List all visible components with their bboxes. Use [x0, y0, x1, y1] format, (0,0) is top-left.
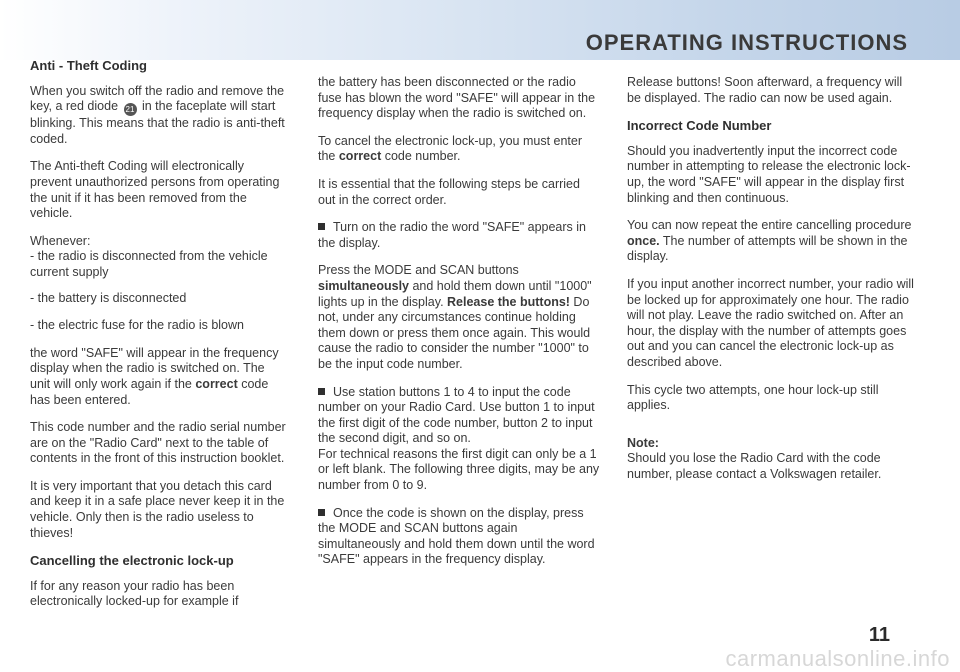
paragraph: If you input another incorrect number, your radio will be locked up for approximately one hour. The radio will not play. Leave the radio switched on. After an hour, the display with the number of attempts goes out and you can cancel the electronic lock-up as described above.	[627, 276, 914, 369]
paragraph: - the electric fuse for the radio is blown	[30, 318, 244, 333]
text: You can now repeat the entire cancelling procedure	[627, 218, 912, 233]
paragraph: It is very important that you detach this card and keep it in a safe place never keep it in the vehicle. Only then is the radio useless to thieves!	[30, 478, 285, 540]
page-number: 11	[868, 624, 890, 646]
emphasis: correct	[195, 376, 238, 391]
emphasis: simultaneously	[318, 278, 409, 293]
paragraph	[318, 134, 600, 165]
paragraph: The Anti-theft Coding will electronically prevent unauthorized persons from operating the unit if it has been removed from the vehicle.	[30, 159, 280, 221]
column-right	[627, 75, 919, 494]
text: Do not, under any circumstances continue holding them down or press them once again. This would cause the radio to consider the number "1000" to be the input code number.	[318, 294, 591, 371]
paragraph	[318, 263, 600, 372]
note	[627, 436, 919, 483]
paragraph	[318, 385, 600, 447]
column-middle	[318, 75, 600, 580]
text: the word "SAFE" will appear in the frequency display when the radio is switched on. The unit will only work again if the	[30, 345, 279, 391]
paragraph	[30, 84, 288, 148]
bullet-icon	[318, 388, 325, 395]
bullet-icon	[318, 223, 325, 230]
paragraph: This code number and the radio serial number are on the "Radio Card" next to the table of contents in the front of this instruction booklet.	[30, 420, 286, 466]
diode-reference-icon: 21	[124, 103, 137, 116]
note-text: Should you lose the Radio Card with the code number, please contact a Volkswagen retailer.	[627, 451, 882, 481]
paragraph	[30, 346, 288, 408]
text: Press the MODE and SCAN buttons	[318, 263, 519, 278]
emphasis: once.	[627, 233, 660, 248]
text: code has been entered.	[30, 376, 269, 407]
column-left	[30, 58, 288, 622]
emphasis: correct	[338, 149, 382, 164]
text: To cancel the electronic lock-up, you must enter the	[318, 133, 583, 164]
paragraph	[318, 220, 600, 251]
paragraph: Should you inadvertently input the incorrect code number in attempting to release the electronic lock-up, the word "SAFE" will appear in the display first blinking and then continuous.	[627, 143, 911, 205]
paragraph: It is essential that the following steps be carried out in the correct order.	[318, 176, 580, 207]
paragraph: the battery has been disconnected or the radio fuse has blown the word "SAFE" will appear in the frequency display when the radio is switched on.	[318, 75, 596, 121]
page-header-title: OPERATING INSTRUCTIONS	[585, 30, 908, 55]
emphasis: Release the buttons!	[447, 294, 570, 309]
text: - the radio is disconnected from the vehicle current supply	[30, 249, 268, 279]
paragraph: For technical reasons the first digit can only be a 1 or left blank. The following three digits, may be any number from 0 to 9.	[318, 446, 600, 493]
paragraph: - the battery is disconnected	[30, 290, 187, 305]
paragraph: If for any reason your radio has been electronically locked-up for example if	[30, 578, 239, 609]
section-heading-anti-theft: Anti - Theft Coding	[30, 58, 147, 73]
paragraph: Release buttons! Soon afterward, a frequency will be displayed. The radio can now be used again.	[627, 75, 903, 105]
paragraph	[627, 218, 919, 265]
section-heading-cancelling: Cancelling the electronic lock-up	[30, 553, 234, 569]
watermark: carmanualsonline.info	[725, 646, 950, 671]
paragraph: This cycle two attempts, one hour lock-up still applies.	[627, 382, 879, 413]
paragraph	[30, 234, 288, 281]
text: code number.	[381, 149, 461, 164]
text: When you switch off the radio and remove the key, a red diode	[30, 83, 285, 114]
text: Whenever:	[30, 233, 91, 248]
text: and hold them down until "1000" lights up in the display.	[318, 278, 592, 309]
note-label: Note:	[627, 435, 659, 450]
text: Turn on the radio the word "SAFE" appears in the display.	[318, 220, 586, 250]
text: Once the code is shown on the display, press the MODE and SCAN buttons again simultaneously and hold them down until the word "SAFE" appears in the frequency display.	[318, 505, 595, 567]
text: in the faceplate will start blinking. This means that the radio is anti-theft coded.	[30, 99, 285, 146]
paragraph	[318, 506, 600, 568]
section-heading-incorrect-code: Incorrect Code Number	[627, 118, 772, 134]
text: The number of attempts will be shown in the display.	[627, 233, 908, 264]
text: Use station buttons 1 to 4 to input the code number on your Radio Card. Use button 1 to input the first digit of the code number, button 2 to input the second digit, and so on.	[318, 384, 595, 446]
bullet-icon	[318, 509, 325, 516]
